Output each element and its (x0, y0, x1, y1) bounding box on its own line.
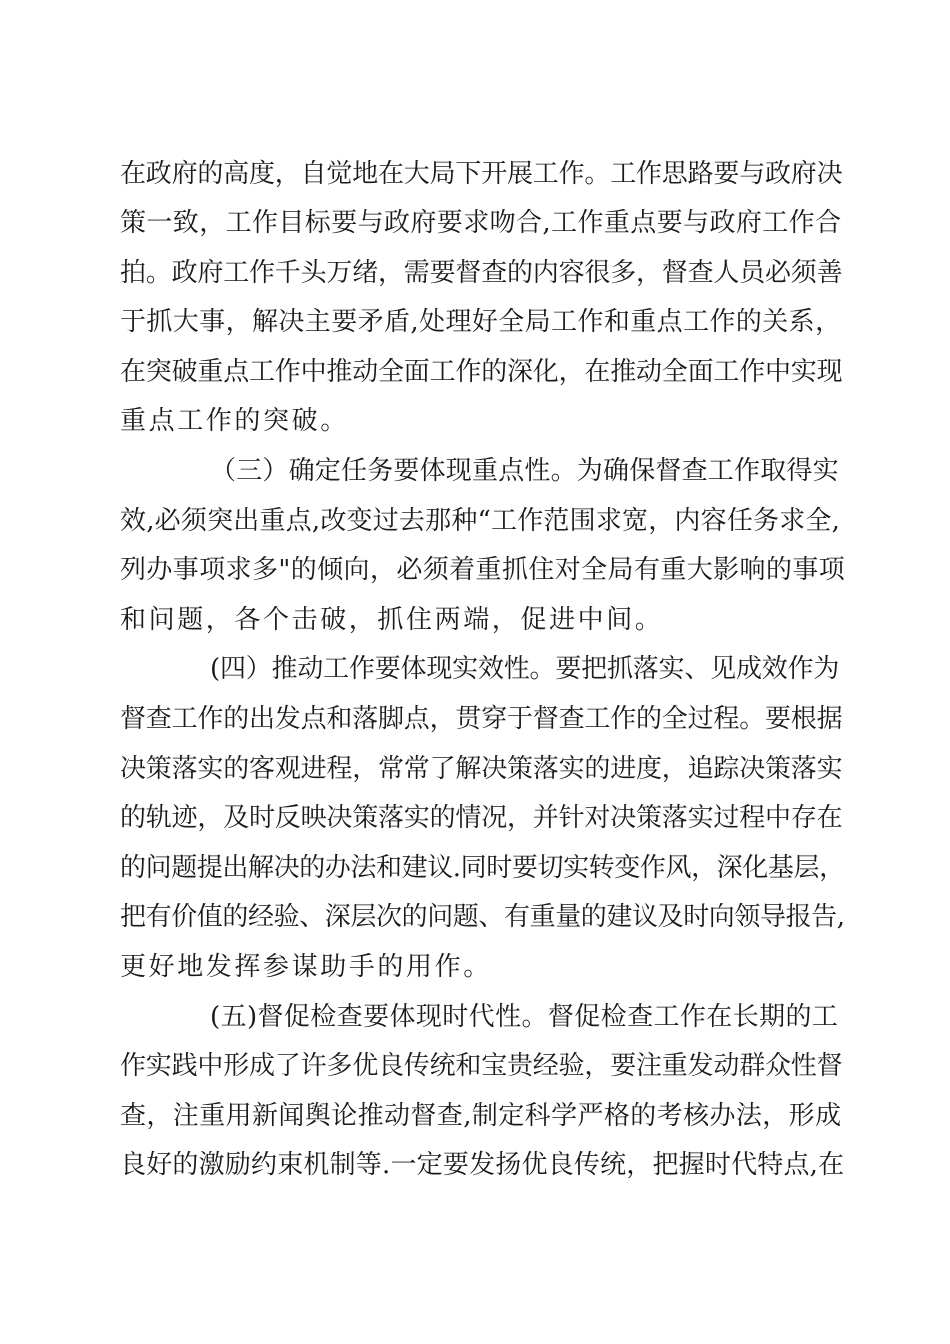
body-text-line: 更好地发挥参谋助手的用作。 (120, 952, 492, 982)
body-text-line: 重点工作的突破。 (120, 406, 349, 436)
body-text-line: 在突破重点工作中推动全面工作的深化，在推动全面工作中实现 (120, 357, 843, 387)
body-text-line: 查，注重用新闻舆论推动督查,制定科学严格的考核办法，形成 (120, 1101, 842, 1131)
body-text-line: 列办事项求多"的倾向，必须着重抓住对全局有重大影响的事项 (120, 555, 846, 585)
body-text-line: 决策落实的客观进程，常常了解决策落实的进度，追踪决策落实 (120, 754, 843, 784)
body-text-line: 在政府的高度，自觉地在大局下开展工作。工作思路要与政府决 (120, 159, 843, 189)
body-text-line: 策一致，工作目标要与政府要求吻合,工作重点要与政府工作合 (120, 208, 842, 238)
body-text-line: 和问题，各个击破，抓住两端，促进中间。 (120, 605, 664, 635)
body-text-line: 作实践中形成了许多优良传统和宝贵经验，要注重发动群众性督 (120, 1051, 843, 1081)
body-text-line: 拍。政府工作千头万绪，需要督查的内容很多，督查人员必须善 (120, 258, 843, 288)
body-text-line: 效,必须突出重点,改变过去那种“工作范围求宽，内容任务求全, (120, 506, 841, 536)
body-text-line: 督查工作的出发点和落脚点，贯穿于督查工作的全过程。要根据 (120, 704, 843, 734)
section-heading-line: (五)督促检查要体现时代性。督促检查工作在长期的工 (210, 1002, 839, 1032)
body-text-line: 把有价值的经验、深层次的问题、有重量的建议及时向领导报告, (120, 902, 845, 932)
body-text-line: 的问题提出解决的办法和建议.同时要切实转变作风，深化基层， (120, 853, 845, 883)
body-text-line: 的轨迹，及时反映决策落实的情况，并针对决策落实过程中存在 (120, 803, 843, 833)
section-heading-line: （三）确定任务要体现重点性。为确保督查工作取得实 (210, 456, 839, 486)
section-heading-line: (四）推动工作要体现实效性。要把抓落实、见成效作为 (210, 654, 840, 684)
body-text-line: 良好的激励约束机制等.一定要发扬优良传统，把握时代特点,在 (120, 1150, 845, 1180)
body-text-line: 于抓大事，解决主要矛盾,处理好全局工作和重点工作的关系， (120, 307, 842, 337)
